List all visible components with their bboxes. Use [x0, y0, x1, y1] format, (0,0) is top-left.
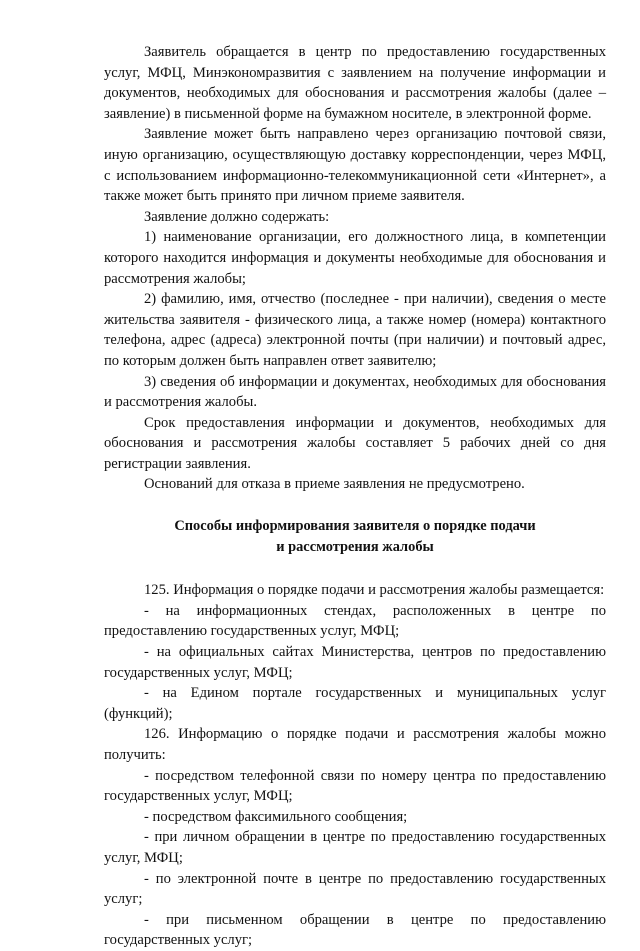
paragraph-contents-intro: Заявление должно содержать:	[144, 208, 330, 225]
list-item-applicant-details: 2) фамилию, имя, отчество (последнее - при наличии), сведения о месте жительства заявителя - физического лица, а также номер (номера) контактного телефона, адрес (адреса) электронной почты (при наличии) и почтовый адрес, по которым должен быть направлен ответ заявителю;	[104, 291, 606, 369]
list-item-organization-name: 1) наименование организации, его должностного лица, в компетенции которого находится информация и документы необходимые для обоснования и рассмотрения жалобы;	[104, 229, 606, 287]
paragraph-125-intro: 125. Информация о порядке подачи и рассмотрения жалобы размещается:	[144, 582, 605, 599]
section-heading	[104, 516, 606, 557]
list-item-official-sites: - на официальных сайтах Министерства, центров по предоставлению государственных услуг, МФЦ;	[104, 644, 606, 681]
list-item-info-stands: - на информационных стендах, расположенных в центре по предоставлению государственных услуг, МФЦ;	[104, 602, 606, 640]
paragraph-deadline: Срок предоставления информации и документов, необходимых для обоснования и рассмотрения жалобы составляет 5 рабочих дней со дня регистрации заявления.	[104, 414, 606, 472]
paragraph-applicant-request: Заявитель обращается в центр по предоставлению государственных услуг, МФЦ, Минэкономразвития с заявлением на получение информации и документов, необходимых для обоснования и рассмотрения жалобы (далее – заявление) в письменной форме на бумажном носителе, в электронной форме.	[104, 44, 606, 122]
list-item-fax: - посредством факсимильного сообщения;	[144, 808, 408, 825]
section-heading-line-1: Способы информирования заявителя о порядке подачи	[174, 518, 536, 535]
list-item-telephone: - посредством телефонной связи по номеру центра по предоставлению государственных услуг, МФЦ;	[104, 767, 606, 805]
paragraph-no-refusal: Оснований для отказа в приеме заявления не предусмотрено.	[144, 476, 525, 493]
paragraph-submission-methods: Заявление может быть направлено через организацию почтовой связи, иную организацию, осуществляющую доставку корреспонденции, через МФЦ, с использованием информационно-телекоммуникационной сети «Интернет», а также может быть принято при личном приеме заявителя.	[104, 126, 606, 205]
paragraph-126-intro: 126. Информацию о порядке подачи и рассмотрения жалобы можно получить:	[104, 726, 606, 763]
section-heading-line-2: и рассмотрения жалобы	[276, 538, 434, 555]
list-item-information-details: 3) сведения об информации и документах, необходимых для обоснования и рассмотрения жалобы.	[104, 373, 606, 411]
list-item-email: - по электронной почте в центре по предоставлению государственных услуг;	[104, 870, 606, 908]
list-item-unified-portal: - на Едином портале государственных и муниципальных услуг (функций);	[104, 685, 606, 722]
list-item-personal-visit: - при личном обращении в центре по предоставлению государственных услуг, МФЦ;	[104, 829, 606, 866]
list-item-written-request: - при письменном обращении в центре по предоставлению государственных услуг;	[104, 911, 606, 949]
